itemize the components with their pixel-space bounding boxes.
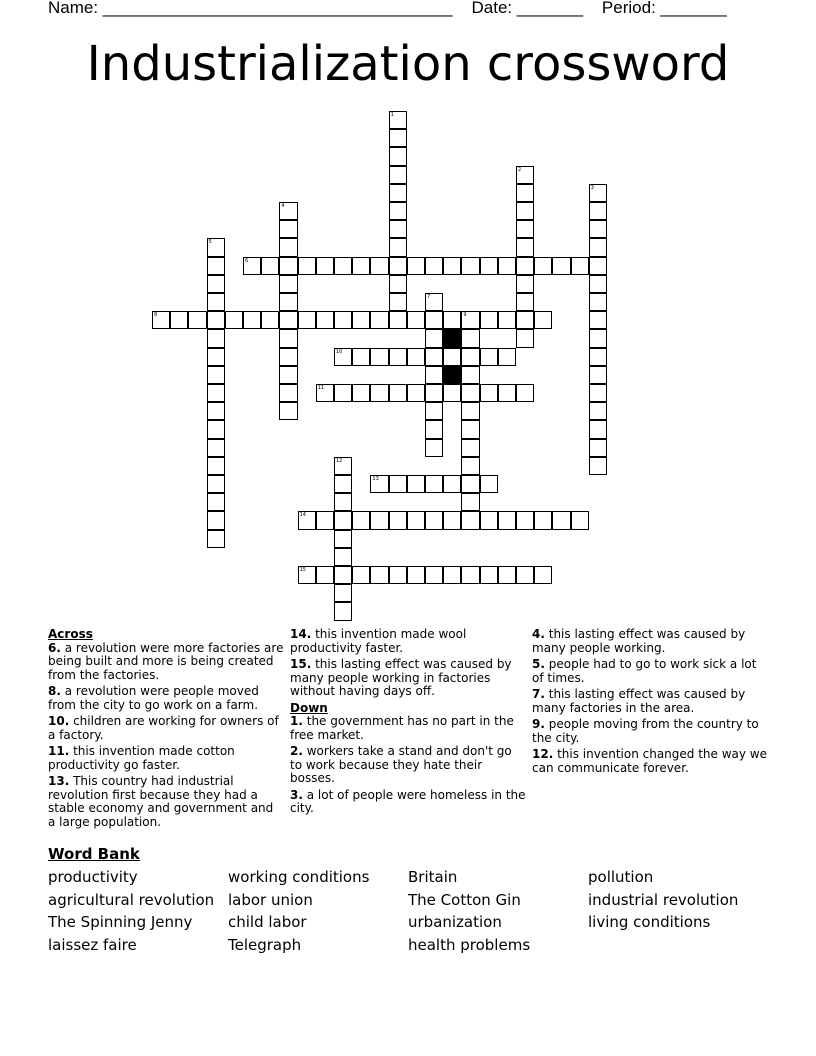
crossword-cell[interactable] <box>589 311 607 329</box>
crossword-cell[interactable] <box>389 511 407 529</box>
crossword-cell[interactable] <box>425 420 443 438</box>
crossword-cell[interactable] <box>298 257 316 275</box>
crossword-block <box>443 329 461 347</box>
crossword-cell[interactable] <box>370 566 388 584</box>
crossword-cell[interactable] <box>461 348 479 366</box>
crossword-cell[interactable] <box>480 348 498 366</box>
crossword-cell[interactable] <box>334 384 352 402</box>
crossword-cell[interactable] <box>425 311 443 329</box>
crossword-cell[interactable] <box>516 329 534 347</box>
crossword-cell[interactable] <box>571 257 589 275</box>
crossword-cell[interactable] <box>207 384 225 402</box>
crossword-cell[interactable] <box>516 257 534 275</box>
crossword-cell[interactable] <box>298 311 316 329</box>
crossword-cell[interactable] <box>498 311 516 329</box>
word-bank-item: Telegraph <box>228 935 302 954</box>
clue-down-12: 12. this invention changed the way we can communicate forever. <box>532 747 768 775</box>
clue-down-4: 4. this lasting effect was caused by many people working. <box>532 627 746 655</box>
crossword-cell[interactable] <box>516 220 534 238</box>
clue-down-3: 3. a lot of people were homeless in the city. <box>290 787 526 815</box>
crossword-cell[interactable] <box>443 311 461 329</box>
student-info-line: Name: _____________________________________ Date: _______ Period: _______ <box>48 0 727 17</box>
crossword-cell[interactable] <box>370 475 388 493</box>
word-bank-item: The Spinning Jenny <box>48 913 193 932</box>
crossword-cell[interactable] <box>207 275 225 293</box>
crossword-cell[interactable] <box>461 366 479 384</box>
crossword-cell[interactable] <box>407 257 425 275</box>
crossword-cell[interactable] <box>516 184 534 202</box>
clue-across-11: 11. this invention made cotton productivity go faster. <box>48 744 235 772</box>
crossword-cell[interactable] <box>589 348 607 366</box>
crossword-cell[interactable] <box>589 275 607 293</box>
crossword-cell[interactable] <box>352 511 370 529</box>
crossword-cell[interactable] <box>425 475 443 493</box>
crossword-cell[interactable] <box>207 402 225 420</box>
crossword-cell[interactable] <box>425 348 443 366</box>
crossword-cell[interactable] <box>480 384 498 402</box>
crossword-cell[interactable] <box>443 511 461 529</box>
crossword-cell[interactable] <box>334 348 352 366</box>
clue-down-9: 9. people moving from the country to the city. <box>532 717 759 745</box>
crossword-cell[interactable] <box>589 457 607 475</box>
clue-across-14: 14. this invention made wool productivity faster. <box>290 627 467 655</box>
crossword-cell[interactable] <box>370 384 388 402</box>
crossword-cell[interactable] <box>170 311 188 329</box>
crossword-cell[interactable] <box>461 402 479 420</box>
crossword-cell[interactable] <box>407 311 425 329</box>
crossword-cell[interactable] <box>516 275 534 293</box>
clue-down-1: 1. the government has no part in the free market. <box>290 714 514 742</box>
crossword-cell[interactable] <box>389 129 407 147</box>
crossword-cell[interactable] <box>389 220 407 238</box>
crossword-cell[interactable] <box>389 111 407 129</box>
crossword-cell[interactable] <box>480 475 498 493</box>
word-bank-item: working conditions <box>228 868 370 886</box>
crossword-cell[interactable] <box>207 439 225 457</box>
word-bank-item: laissez faire <box>48 935 137 954</box>
crossword-cell[interactable] <box>461 329 479 347</box>
crossword-cell[interactable] <box>334 493 352 511</box>
crossword-cell[interactable] <box>425 257 443 275</box>
crossword-cell[interactable] <box>498 348 516 366</box>
crossword-cell[interactable] <box>334 566 352 584</box>
crossword-cell[interactable] <box>443 475 461 493</box>
clue-number: 11 <box>317 385 325 391</box>
crossword-cell[interactable] <box>407 384 425 402</box>
crossword-cell[interactable] <box>461 439 479 457</box>
word-bank-column-3 <box>408 866 530 956</box>
crossword-cell[interactable] <box>498 511 516 529</box>
word-bank-item: productivity <box>48 868 138 886</box>
clue-number: 7 <box>427 294 431 300</box>
crossword-cell[interactable] <box>207 511 225 529</box>
crossword-cell[interactable] <box>370 257 388 275</box>
crossword-cell[interactable] <box>480 566 498 584</box>
crossword-cell[interactable] <box>480 511 498 529</box>
crossword-cell[interactable] <box>334 511 352 529</box>
crossword-cell[interactable] <box>334 475 352 493</box>
crossword-cell[interactable] <box>407 566 425 584</box>
crossword-cell[interactable] <box>352 384 370 402</box>
crossword-cell[interactable] <box>207 457 225 475</box>
crossword-cell[interactable] <box>207 475 225 493</box>
crossword-cell[interactable] <box>589 402 607 420</box>
crossword-cell[interactable] <box>516 293 534 311</box>
crossword-cell[interactable] <box>279 402 297 420</box>
crossword-cell[interactable] <box>316 566 334 584</box>
crossword-cell[interactable] <box>425 511 443 529</box>
across-heading: Across <box>48 627 93 641</box>
crossword-cell[interactable] <box>443 348 461 366</box>
crossword-cell[interactable] <box>389 311 407 329</box>
crossword-cell[interactable] <box>589 384 607 402</box>
crossword-cell[interactable] <box>334 257 352 275</box>
crossword-cell[interactable] <box>243 257 261 275</box>
crossword-cell[interactable] <box>389 384 407 402</box>
clues-column-3 <box>532 628 768 778</box>
clue-number: 10 <box>336 348 343 355</box>
crossword-cell[interactable] <box>279 311 297 329</box>
crossword-cell[interactable] <box>389 166 407 184</box>
crossword-cell[interactable] <box>261 257 279 275</box>
crossword-cell[interactable] <box>534 257 552 275</box>
crossword-cell[interactable] <box>589 220 607 238</box>
clue-number: 2 <box>518 166 522 173</box>
crossword-cell[interactable] <box>461 511 479 529</box>
crossword-cell[interactable] <box>279 238 297 256</box>
crossword-cell[interactable] <box>461 257 479 275</box>
crossword-cell[interactable] <box>461 457 479 475</box>
word-bank-item: Britain <box>408 868 458 886</box>
crossword-cell[interactable] <box>316 384 334 402</box>
crossword-cell[interactable] <box>207 293 225 311</box>
crossword-cell[interactable] <box>389 275 407 293</box>
crossword-cell[interactable] <box>389 184 407 202</box>
clue-number: 12 <box>336 457 343 464</box>
word-bank-item: The Cotton Gin <box>408 890 521 909</box>
crossword-cell[interactable] <box>279 329 297 347</box>
clues-column-2 <box>290 628 526 819</box>
crossword-cell[interactable] <box>207 493 225 511</box>
crossword-cell[interactable] <box>225 311 243 329</box>
crossword-cell[interactable] <box>516 384 534 402</box>
crossword-cell[interactable] <box>461 420 479 438</box>
crossword-cell[interactable] <box>443 384 461 402</box>
crossword-cell[interactable] <box>389 566 407 584</box>
down-heading: Down <box>290 700 328 715</box>
crossword-cell[interactable] <box>279 202 297 220</box>
word-bank-column-2 <box>228 866 369 956</box>
crossword-cell[interactable] <box>389 238 407 256</box>
word-bank-column-1 <box>48 866 214 956</box>
crossword-cell[interactable] <box>334 602 352 620</box>
crossword-cell[interactable] <box>334 584 352 602</box>
crossword-cell[interactable] <box>461 475 479 493</box>
clue-number: 5 <box>208 239 212 246</box>
crossword-cell[interactable] <box>334 548 352 566</box>
clue-down-2: 2. workers take a stand and don't go to work because they hate their bosses. <box>290 744 512 785</box>
crossword-cell[interactable] <box>571 511 589 529</box>
crossword-cell[interactable] <box>461 384 479 402</box>
crossword-cell[interactable] <box>407 475 425 493</box>
clue-number: 3 <box>590 184 594 191</box>
crossword-cell[interactable] <box>498 384 516 402</box>
crossword-cell[interactable] <box>534 566 552 584</box>
crossword-cell[interactable] <box>425 566 443 584</box>
crossword-cell[interactable] <box>589 293 607 311</box>
crossword-cell[interactable] <box>207 238 225 256</box>
word-bank-item: urbanization <box>408 913 502 932</box>
crossword-cell[interactable] <box>298 511 316 529</box>
crossword-cell[interactable] <box>425 402 443 420</box>
crossword-cell[interactable] <box>425 293 443 311</box>
crossword-cell[interactable] <box>389 202 407 220</box>
crossword-cell[interactable] <box>516 166 534 184</box>
crossword-cell[interactable] <box>389 293 407 311</box>
crossword-cell[interactable] <box>352 311 370 329</box>
crossword-cell[interactable] <box>589 366 607 384</box>
crossword-cell[interactable] <box>279 275 297 293</box>
crossword-cell[interactable] <box>425 366 443 384</box>
word-bank-item: living conditions <box>588 913 711 932</box>
crossword-cell[interactable] <box>534 311 552 329</box>
clue-across-10: 10. children are working for owners of a factory. <box>48 714 279 742</box>
clue-number: 13 <box>372 476 379 482</box>
crossword-cell[interactable] <box>516 511 534 529</box>
crossword-cell[interactable] <box>279 293 297 311</box>
crossword-cell[interactable] <box>279 348 297 366</box>
crossword-cell[interactable] <box>461 311 479 329</box>
word-bank-item: health problems <box>408 935 531 954</box>
crossword-cell[interactable] <box>389 348 407 366</box>
crossword-cell[interactable] <box>279 220 297 238</box>
word-bank-item: pollution <box>588 868 654 886</box>
crossword-cell[interactable] <box>443 566 461 584</box>
crossword-cell[interactable] <box>552 511 570 529</box>
word-bank-item: industrial revolution <box>588 890 739 909</box>
clue-number: 4 <box>281 203 285 209</box>
crossword-cell[interactable] <box>461 566 479 584</box>
crossword-cell[interactable] <box>589 202 607 220</box>
crossword-cell[interactable] <box>352 257 370 275</box>
page-title: Industrialization crossword <box>86 36 730 92</box>
crossword-cell[interactable] <box>589 238 607 256</box>
crossword-cell[interactable] <box>207 257 225 275</box>
crossword-cell[interactable] <box>407 348 425 366</box>
crossword-cell[interactable] <box>461 493 479 511</box>
crossword-cell[interactable] <box>498 257 516 275</box>
word-bank-title: Word Bank <box>48 845 140 863</box>
clue-number: 15 <box>299 567 306 573</box>
clue-across-6: 6. a revolution were more factories are being built and more is being created from the factories. <box>48 640 284 682</box>
word-bank-item: child labor <box>228 913 307 932</box>
crossword-cell[interactable] <box>370 511 388 529</box>
crossword-cell[interactable] <box>370 311 388 329</box>
crossword-cell[interactable] <box>480 257 498 275</box>
crossword-cell[interactable] <box>498 566 516 584</box>
clue-number: 14 <box>299 512 306 519</box>
crossword-cell[interactable] <box>589 439 607 457</box>
crossword-cell[interactable] <box>188 311 206 329</box>
crossword-cell[interactable] <box>425 329 443 347</box>
crossword-cell[interactable] <box>352 566 370 584</box>
crossword-cell[interactable] <box>334 530 352 548</box>
crossword-cell[interactable] <box>370 348 388 366</box>
crossword-cell[interactable] <box>589 184 607 202</box>
crossword-cell[interactable] <box>207 348 225 366</box>
clue-across-15: 15. this lasting effect was caused by many people working in factories without having days off. <box>290 657 512 698</box>
crossword-cell[interactable] <box>425 439 443 457</box>
crossword-cell[interactable] <box>298 566 316 584</box>
clue-number: 9 <box>463 312 467 319</box>
clue-down-7: 7. this lasting effect was caused by many factories in the area. <box>532 687 746 715</box>
crossword-cell[interactable] <box>534 511 552 529</box>
word-bank-column-4 <box>588 866 738 934</box>
crossword-cell[interactable] <box>389 475 407 493</box>
crossword-cell[interactable] <box>389 147 407 165</box>
crossword-cell[interactable] <box>316 511 334 529</box>
crossword-cell[interactable] <box>552 257 570 275</box>
clues-column-1 <box>48 628 284 832</box>
crossword-cell[interactable] <box>516 566 534 584</box>
clue-across-13: 13. This country had industrial revolution first because they had a stable economy and government and a large population. <box>48 774 274 829</box>
crossword-cell[interactable] <box>279 257 297 275</box>
crossword-cell[interactable] <box>316 311 334 329</box>
crossword-cell[interactable] <box>207 366 225 384</box>
crossword-cell[interactable] <box>279 366 297 384</box>
crossword-cell[interactable] <box>207 420 225 438</box>
crossword-cell[interactable] <box>389 257 407 275</box>
crossword-cell[interactable] <box>207 311 225 329</box>
crossword-cell[interactable] <box>261 311 279 329</box>
crossword-cell[interactable] <box>480 311 498 329</box>
clue-across-8: 8. a revolution were people moved from the city to go work on a farm. <box>48 684 259 712</box>
clue-down-5: 5. people had to go to work sick a lot of times. <box>532 657 757 685</box>
crossword-cell[interactable] <box>243 311 261 329</box>
crossword-cell[interactable] <box>589 329 607 347</box>
word-bank-item: agricultural revolution <box>48 890 215 909</box>
crossword-cell[interactable] <box>443 257 461 275</box>
crossword-cell[interactable] <box>152 311 170 329</box>
crossword-cell[interactable] <box>279 384 297 402</box>
crossword-cell[interactable] <box>352 348 370 366</box>
clue-number: 6 <box>245 257 249 264</box>
crossword-cell[interactable] <box>334 457 352 475</box>
crossword-cell[interactable] <box>516 311 534 329</box>
clue-number: 1 <box>390 112 394 118</box>
crossword-cell[interactable] <box>207 329 225 347</box>
crossword-cell[interactable] <box>589 420 607 438</box>
crossword-cell[interactable] <box>516 238 534 256</box>
crossword-cell[interactable] <box>334 311 352 329</box>
crossword-cell[interactable] <box>316 257 334 275</box>
crossword-cell[interactable] <box>589 257 607 275</box>
crossword-cell[interactable] <box>425 384 443 402</box>
clue-number: 8 <box>154 312 158 319</box>
word-bank-item: labor union <box>228 890 313 909</box>
crossword-block <box>443 366 461 384</box>
crossword-cell[interactable] <box>207 530 225 548</box>
crossword-cell[interactable] <box>407 511 425 529</box>
crossword-cell[interactable] <box>516 202 534 220</box>
